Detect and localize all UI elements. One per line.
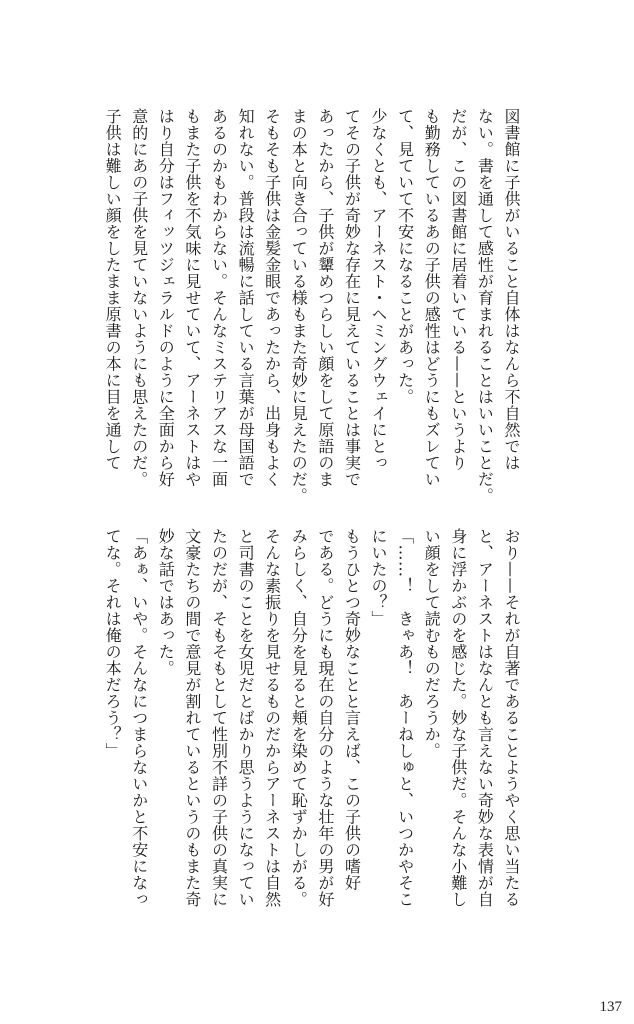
text-line: 意的にあの子供を見ていないようにも思えたのだ。 xyxy=(129,108,149,488)
text-line: あったから、子供が顰めつらしい顔をして原語のま xyxy=(315,108,335,488)
text-line: おり——それが自著であることようやく思い当たる xyxy=(502,528,521,908)
text-line: まの本と向き合っている様もまた奇妙に見えたのだ。 xyxy=(289,108,309,504)
text-line: もうひとつ奇妙なことと言えば、この子供の嗜好 xyxy=(342,528,362,891)
text-line: てその子供が奇妙な存在に見えていることは事実で xyxy=(342,108,362,488)
text-line: て、見ていて不安になることがあった。 xyxy=(395,108,415,405)
text-line: みらしく、自分を見ると頬を染めて恥ずかしがる。 xyxy=(289,528,309,908)
text-line: 子供は難しい顔をしたまま原書の本に目を通して xyxy=(103,108,123,471)
text-line: だが、この図書館に居着いている——というより xyxy=(448,108,468,471)
text-line: たのだが、そもそもとして性別不詳の子供の真実に xyxy=(209,528,229,908)
text-line: と司書のことを女児だとばかり思うようになってい xyxy=(236,528,256,908)
text-line: にいたの？」 xyxy=(369,528,389,627)
text-line: 少なくとも、アーネスト・ヘミングウェイにとっ xyxy=(369,108,389,471)
text-line: そんな素振りを見せるものだからアーネストは自然 xyxy=(262,528,282,908)
text-line: そもそも子供は金髪金眼であったから、出身もよく xyxy=(262,108,282,488)
text-line: 妙な話ではあった。 xyxy=(156,528,176,677)
text-line: ない。書を通して感性が育まれることはいいことだ。 xyxy=(475,108,495,504)
text-line: 「あぁ、いや。そんなにつまらないかと不安になっ xyxy=(129,528,149,908)
text-line: あるのかもわからない。そんなミステリアスな一面 xyxy=(209,108,229,488)
text-line: 身に浮かぶのを感じた。妙な子供だ。そんな小難し xyxy=(448,528,468,908)
text-line: はり自分はフィッツジェラルドのように全面から好 xyxy=(156,108,176,488)
text-line: 図書館に子供がいること自体はなんら不自然では xyxy=(502,108,521,471)
text-line: 文豪たちの間で意見が割れているというのもまた奇 xyxy=(182,528,202,908)
text-line: 知れない。普段は流暢に話している言葉が母国語で xyxy=(236,108,256,488)
page-number: 137 xyxy=(599,999,622,1015)
lower-text-block xyxy=(103,528,524,938)
text-line: てな。それは俺の本だろう？」 xyxy=(103,528,123,759)
text-line: も勤務しているあの子供の感性はどうにもズレてい xyxy=(422,108,442,488)
text-line: もまた子供を不気味に見せていて、アーネストはや xyxy=(182,108,202,488)
text-line: 「……！ きゃあ！ あーねしゅと、いつかやそこ xyxy=(395,528,415,908)
upper-text-block xyxy=(103,108,524,513)
text-line: と、アーネストはなんとも言えない奇妙な表情が自 xyxy=(475,528,495,908)
text-line: である。どうにも現在の自分のような壮年の男が好 xyxy=(315,528,335,908)
text-line: い顔をして読むものだろうか。 xyxy=(422,528,442,759)
